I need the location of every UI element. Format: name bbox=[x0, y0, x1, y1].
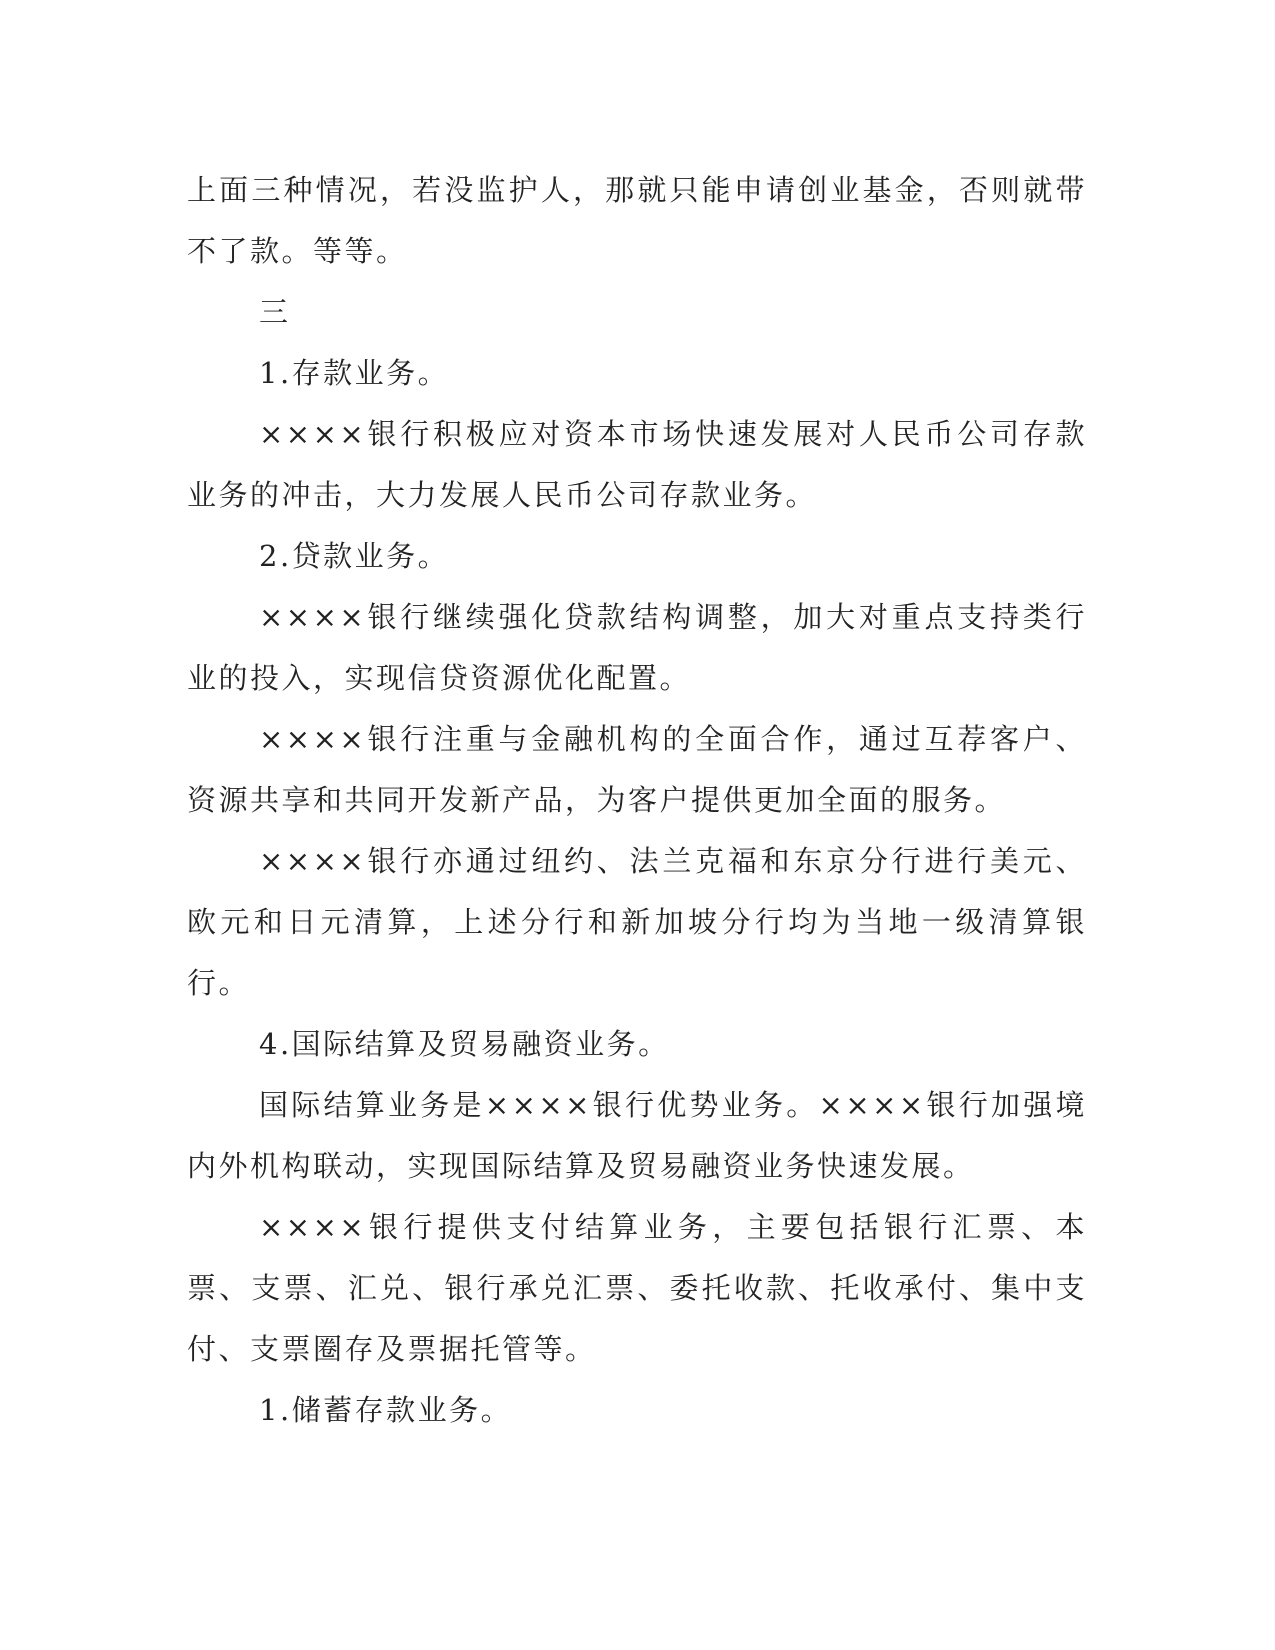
paragraph-3: 1.存款业务。 bbox=[259, 356, 450, 390]
paragraph-10: 国际结算业务是××××银行优势业务。××××银行加强境内外机构联动，实现国际结算及贸易融资业务快速发展。 bbox=[187, 1088, 1087, 1183]
paragraph-7: ××××银行注重与金融机构的全面合作，通过互荐客户、资源共享和共同开发新产品，为客户提供更加全面的服务。 bbox=[187, 722, 1087, 817]
paragraph-1: 上面三种情况，若没监护人，那就只能申请创业基金，否则就带不了款。等等。 bbox=[187, 173, 1087, 268]
paragraph-5: 2.贷款业务。 bbox=[259, 539, 450, 573]
paragraph-4: ××××银行积极应对资本市场快速发展对人民币公司存款业务的冲击，大力发展人民币公司存款业务。 bbox=[187, 417, 1087, 512]
paragraph-11: ××××银行提供支付结算业务，主要包括银行汇票、本票、支票、汇兑、银行承兑汇票、委托收款、托收承付、集中支付、支票圈存及票据托管等。 bbox=[187, 1210, 1087, 1366]
paragraph-12: 1.储蓄存款业务。 bbox=[259, 1393, 513, 1427]
paragraph-6: ××××银行继续强化贷款结构调整，加大对重点支持类行业的投入，实现信贷资源优化配置。 bbox=[187, 600, 1087, 695]
paragraph-2: 三 bbox=[259, 295, 291, 329]
paragraph-8: ××××银行亦通过纽约、法兰克福和东京分行进行美元、欧元和日元清算，上述分行和新加坡分行均为当地一级清算银行。 bbox=[187, 844, 1087, 1000]
paragraph-9: 4.国际结算及贸易融资业务。 bbox=[259, 1027, 670, 1061]
document-body bbox=[187, 160, 1087, 1441]
